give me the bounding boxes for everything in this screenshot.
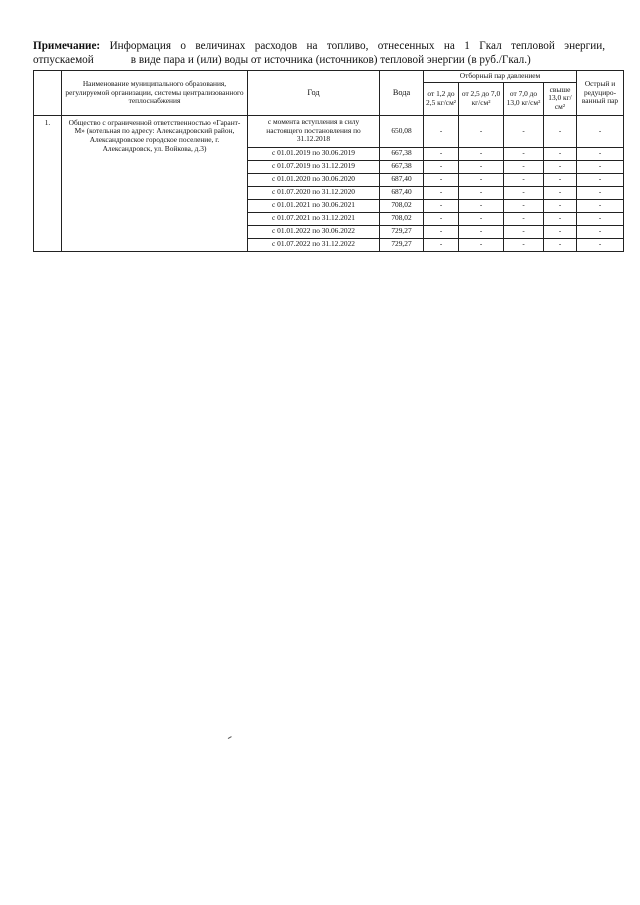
water-cell: 667,38 [380, 147, 424, 160]
header-year: Год [248, 71, 380, 116]
period-cell: с момента вступления в силу настоящего постановления по 31.12.2018 [248, 115, 380, 147]
organization-name: Общество с ограниченной ответственностью «Гарант-М» (котельная по адресу: Александровский район, Александровское городское поселение, г. Александровск, ул. Войкова, д.3) [62, 115, 248, 251]
note-paragraph [33, 40, 605, 67]
water-cell: 708,02 [380, 212, 424, 225]
p3-cell: - [504, 225, 544, 238]
p3-cell: - [504, 199, 544, 212]
p4-cell: - [544, 147, 577, 160]
water-cell: 687,40 [380, 173, 424, 186]
stray-pen-mark [228, 736, 232, 740]
sharp-cell: - [577, 199, 624, 212]
period-cell: с 01.01.2020 по 30.06.2020 [248, 173, 380, 186]
note-text-2a: отпускаемой [33, 53, 94, 66]
p4-cell: - [544, 238, 577, 251]
p4-cell: - [544, 199, 577, 212]
water-cell: 667,38 [380, 160, 424, 173]
p3-cell: - [504, 173, 544, 186]
sharp-cell: - [577, 212, 624, 225]
period-cell: с 01.01.2019 по 30.06.2019 [248, 147, 380, 160]
p1-cell: - [424, 199, 459, 212]
note-label: Примечание: [33, 40, 101, 52]
note-text-1: Информация о величинах расходов на топливо, отнесенных на 1 Гкал тепловой энергии, [109, 40, 606, 52]
p1-cell: - [424, 173, 459, 186]
p2-cell: - [459, 212, 504, 225]
p1-cell: - [424, 225, 459, 238]
header-pressure-1: от 1,2 до 2,5 кг/см² [424, 82, 459, 115]
note-line-1 [33, 40, 605, 54]
note-line-2 [33, 54, 605, 68]
sharp-cell: - [577, 238, 624, 251]
period-cell: с 01.01.2022 по 30.06.2022 [248, 225, 380, 238]
header-pressure-4: свыше 13,0 кг/см² [544, 82, 577, 115]
p2-cell: - [459, 238, 504, 251]
p4-cell: - [544, 160, 577, 173]
p1-cell: - [424, 238, 459, 251]
period-cell: с 01.07.2021 по 31.12.2021 [248, 212, 380, 225]
p2-cell: - [459, 225, 504, 238]
p3-cell: - [504, 115, 544, 147]
period-cell: с 01.07.2022 по 31.12.2022 [248, 238, 380, 251]
p3-cell: - [504, 212, 544, 225]
header-water: Вода [380, 71, 424, 116]
note-text-2b: в виде пара и (или) воды от источника (источников) тепловой энергии (в руб./Гкал.) [130, 53, 531, 66]
sharp-cell: - [577, 160, 624, 173]
row-number: 1. [34, 115, 62, 251]
sharp-cell: - [577, 147, 624, 160]
water-cell: 729,27 [380, 225, 424, 238]
sharp-cell: - [577, 173, 624, 186]
p2-cell: - [459, 186, 504, 199]
header-pressure-3: от 7,0 до 13,0 кг/см² [504, 82, 544, 115]
water-cell: 687,40 [380, 186, 424, 199]
p4-cell: - [544, 115, 577, 147]
header-steam-group: Отборный пар давлением [424, 71, 577, 83]
p2-cell: - [459, 173, 504, 186]
p1-cell: - [424, 160, 459, 173]
sharp-cell: - [577, 225, 624, 238]
water-cell: 708,02 [380, 199, 424, 212]
p2-cell: - [459, 115, 504, 147]
table-row [34, 115, 624, 147]
header-sharp-steam: Острый и редуциро-ванный пар [577, 71, 624, 116]
p1-cell: - [424, 186, 459, 199]
p3-cell: - [504, 238, 544, 251]
p3-cell: - [504, 186, 544, 199]
p3-cell: - [504, 160, 544, 173]
sharp-cell: - [577, 186, 624, 199]
p4-cell: - [544, 225, 577, 238]
water-cell: 650,08 [380, 115, 424, 147]
p4-cell: - [544, 173, 577, 186]
p1-cell: - [424, 115, 459, 147]
period-cell: с 01.07.2020 по 31.12.2020 [248, 186, 380, 199]
p4-cell: - [544, 186, 577, 199]
fuel-cost-table [33, 70, 624, 252]
p2-cell: - [459, 199, 504, 212]
p1-cell: - [424, 212, 459, 225]
p4-cell: - [544, 212, 577, 225]
header-pressure-2: от 2,5 до 7,0 кг/см² [459, 82, 504, 115]
p3-cell: - [504, 147, 544, 160]
p2-cell: - [459, 160, 504, 173]
water-cell: 729,27 [380, 238, 424, 251]
period-cell: с 01.07.2019 по 31.12.2019 [248, 160, 380, 173]
p1-cell: - [424, 147, 459, 160]
sharp-cell: - [577, 115, 624, 147]
period-cell: с 01.01.2021 по 30.06.2021 [248, 199, 380, 212]
p2-cell: - [459, 147, 504, 160]
header-number [34, 71, 62, 116]
header-organization: Наименование муниципального образования, регулируемой организации, системы централизованного теплоснабжения [62, 71, 248, 116]
